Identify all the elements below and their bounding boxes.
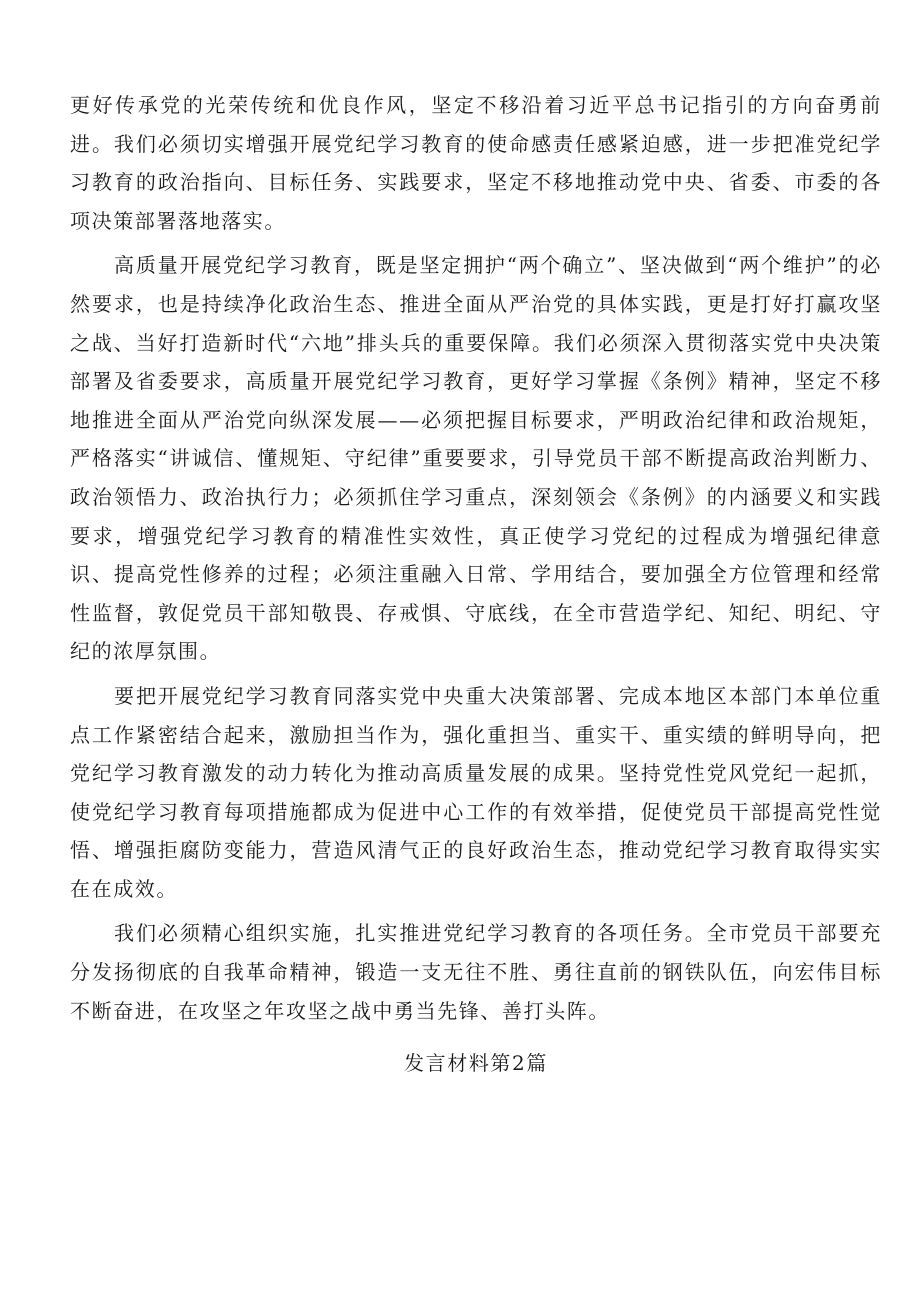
document-page: [70, 86, 882, 1082]
section-heading: 发言材料第2篇: [404, 1051, 548, 1076]
paragraph-3: 要把开展党纪学习教育同落实党中央重大决策部署、完成本地区本部门本单位重点工作紧密结合起来，激励担当作为，强化重担当、重实干、重实绩的鲜明导向，把党纪学习教育激发的动力转化为推动高质量发展的成果。坚持党性党风党纪一起抓，使党纪学习教育每项措施都成为促进中心工作的有效举措，促使党员干部提高党性觉悟、增强拒腐防变能力，营造风清气正的良好政治生态，推动党纪学习教育取得实实在在成效。: [70, 683, 882, 901]
paragraph-continued: 更好传承党的光荣传统和优良作风，坚定不移沿着习近平总书记指引的方向奋勇前进。我们必须切实增强开展党纪学习教育的使命感责任感紧迫感，进一步把准党纪学习教育的政治指向、目标任务、实践要求，坚定不移地推动党中央、省委、市委的各项决策部署落地落实。: [70, 93, 882, 233]
paragraph-2: 高质量开展党纪学习教育，既是坚定拥护“两个确立”、坚决做到“两个维护”的必然要求，也是持续净化政治生态、推进全面从严治党的具体实践，更是打好打赢攻坚之战、当好打造新时代“六地”排头兵的重要保障。我们必须深入贯彻落实党中央决策部署及省委要求，高质量开展党纪学习教育，更好学习掌握《条例》精神，坚定不移地推进全面从严治党向纵深发展——必须把握目标要求，严明政治纪律和政治规矩，严格落实“讲诚信、懂规矩、守纪律”重要要求，引导党员干部不断提高政治判断力、政治领悟力、政治执行力；必须抓住学习重点，深刻领会《条例》的内涵要义和实践要求，增强党纪学习教育的精准性实效性，真正使学习党纪的过程成为增强纪律意识、提高党性修养的过程；必须注重融入日常、学用结合，要加强全方位管理和经常性监督，敦促党员干部知敬畏、存戒惧、守底线，在全市营造学纪、知纪、明纪、守纪的浓厚氛围。: [70, 253, 882, 664]
paragraph-4: 我们必须精心组织实施，扎实推进党纪学习教育的各项任务。全市党员干部要充分发扬彻底的自我革命精神，锻造一支无往不胜、勇往直前的钢铁队伍，向宏伟目标不断奋进，在攻坚之年攻坚之战中勇当先锋、善打头阵。: [70, 921, 882, 1023]
